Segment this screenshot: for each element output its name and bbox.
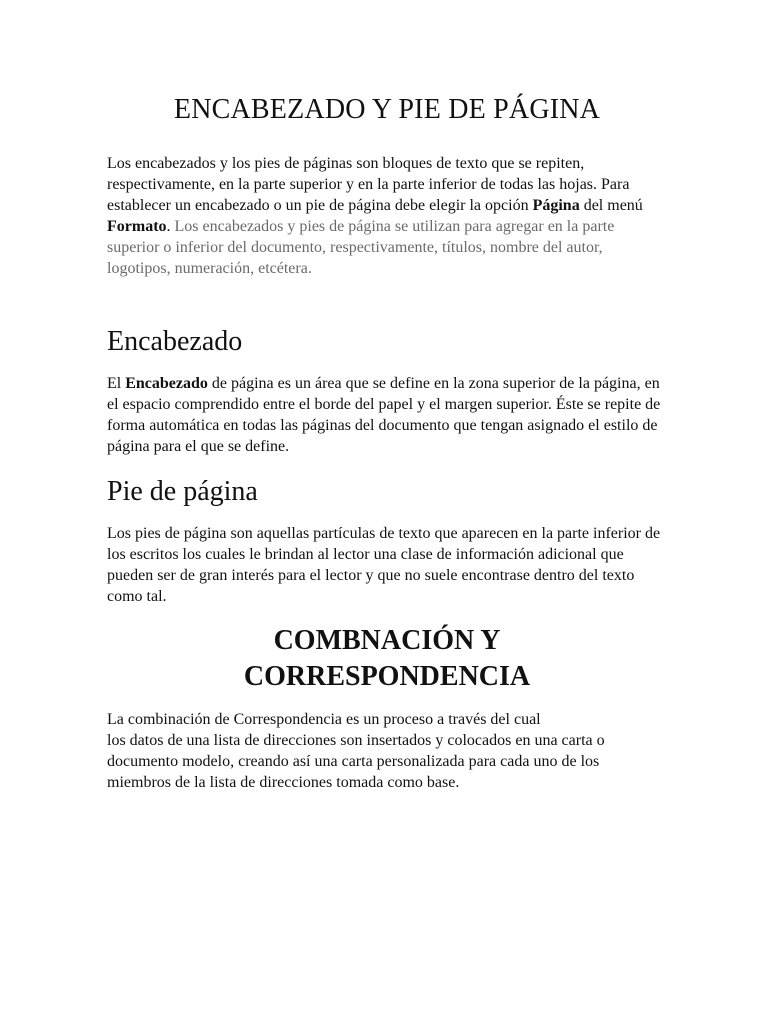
encabezado-text-1: El xyxy=(107,375,126,392)
intro-text-3: . xyxy=(166,218,171,235)
heading-combinacion-line-2: CORRESPONDENCIA xyxy=(243,661,531,692)
combinacion-rest: los datos de una lista de direcciones son insertados y colocados en una carta o documento modelo, creando así una carta personalizada para cada uno de los miembros de la lista de direcciones tomada como base. xyxy=(107,732,605,791)
intro-bold-formato: Formato xyxy=(107,218,167,235)
encabezado-text-2: de página es un área que se define en la zona superior de la página, en el espacio comprendido entre el borde del papel y el margen superior. Éste se repite de forma automática en todas las páginas del documento que tengan asignado el estilo de página para el que se define. xyxy=(107,375,661,455)
intro-text-1: Los encabezados y los pies de páginas son bloques de texto que se repiten, respectivamente, en la parte superior y en la parte inferior de todas las hojas. Para establecer un encabezado o un pie de página debe elegir la opción xyxy=(107,155,630,214)
heading-pie-de-pagina: Pie de página xyxy=(107,476,258,507)
combinacion-paragraph xyxy=(107,709,667,793)
intro-text-2: del menú xyxy=(579,197,643,214)
intro-paragraph xyxy=(107,153,667,279)
document-content xyxy=(107,92,667,793)
heading-combinacion xyxy=(107,623,667,695)
heading-combinacion-line-1: COMBNACIÓN Y xyxy=(273,625,501,656)
heading-encabezado: Encabezado xyxy=(107,326,243,357)
combinacion-line-1: La combinación de Correspondencia es un proceso a través del cual xyxy=(107,711,541,728)
encabezado-paragraph xyxy=(107,373,667,457)
document-title: ENCABEZADO Y PIE DE PÁGINA xyxy=(173,94,601,125)
encabezado-bold: Encabezado xyxy=(125,375,208,392)
intro-gray-text: Los encabezados y pies de página se utilizan para agregar en la parte superior o inferior del documento, respectivamente, títulos, nombre del autor, logotipos, numeración, etcétera. xyxy=(107,218,615,277)
pie-paragraph: Los pies de página son aquellas partículas de texto que aparecen en la parte inferior de los escritos los cuales le brindan al lector una clase de información adicional que pueden ser de gran interés para el lector y que no suele encontrase dentro del texto como tal. xyxy=(107,525,661,605)
intro-bold-pagina: Página xyxy=(532,197,580,214)
